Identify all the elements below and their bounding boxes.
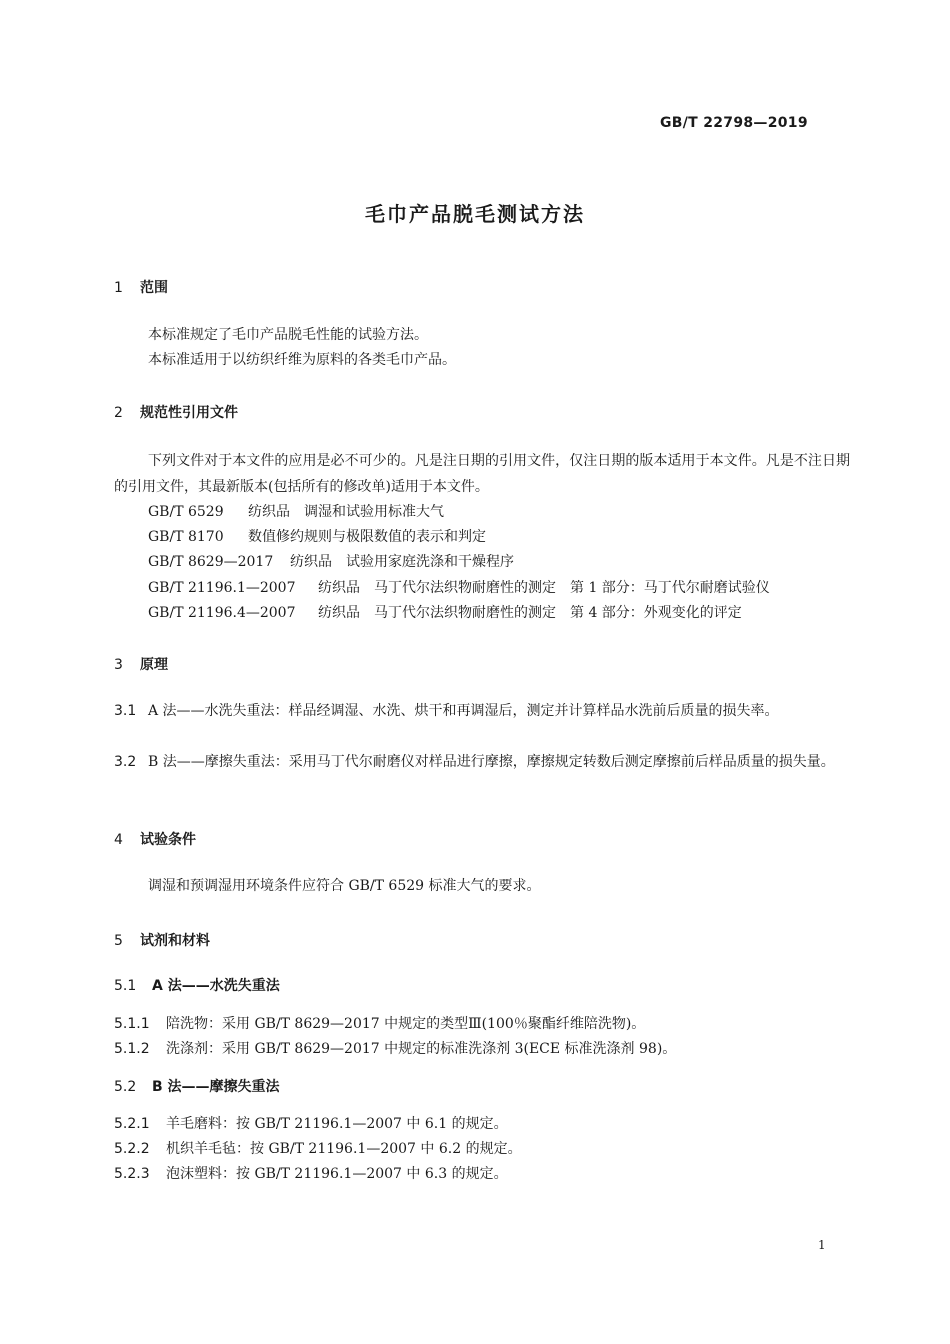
section-number: 2: [114, 405, 123, 421]
clause-text: B 法——摩擦失重法：采用马丁代尔耐磨仪对样品进行摩擦，摩擦规定转数后测定摩擦前后样品质量的损失量。: [148, 754, 835, 770]
reference-code: GB/T 8170: [148, 529, 224, 545]
reference-item: [148, 551, 514, 571]
clause-number: 5.2.1: [114, 1116, 150, 1132]
subsection-5-1-heading: [114, 975, 280, 995]
section-2-heading: [114, 402, 238, 422]
section-1-heading: [114, 277, 168, 297]
standard-code: GB/T 22798—2019: [660, 115, 808, 131]
reference-item: [148, 526, 486, 546]
paragraph: 本标准规定了毛巾产品脱毛性能的试验方法。: [148, 327, 428, 343]
clause-number: 5.2.3: [114, 1166, 150, 1182]
page-number: 1: [818, 1238, 826, 1252]
clause-text: 洗涤剂：采用 GB/T 8629—2017 中规定的标准洗涤剂 3(ECE 标准洗涤剂 98)。: [166, 1041, 677, 1057]
clause-number: 5.2.2: [114, 1141, 150, 1157]
reference-code: GB/T 21196.1—2007: [148, 580, 296, 596]
reference-code: GB/T 6529: [148, 504, 224, 520]
clause-number: 3.2: [114, 754, 137, 770]
section-4-heading: [114, 829, 196, 849]
paragraph: 下列文件对于本文件的应用是必不可少的。凡是注日期的引用文件，仅注日期的版本适用于本文件。凡是不注日期的引用文件，其最新版本(包括所有的修改单)适用于本文件。: [114, 453, 850, 495]
subsection-title: A 法——水洗失重法: [152, 978, 280, 994]
clause: [114, 1138, 522, 1158]
clause-number: 5.1.1: [114, 1016, 150, 1032]
subsection-title: B 法——摩擦失重法: [152, 1079, 280, 1095]
section-number: 5: [114, 933, 123, 949]
clause-text: A 法——水洗失重法：样品经调湿、水洗、烘干和再调湿后，测定并计算样品水洗前后质量的损失率。: [148, 703, 779, 719]
clause: [114, 1113, 508, 1133]
reference-item: [148, 501, 444, 521]
reference-item: [148, 602, 742, 622]
document-title: 毛巾产品脱毛测试方法: [365, 202, 585, 226]
section-number: 3: [114, 657, 123, 673]
subsection-5-2-heading: [114, 1076, 280, 1096]
section-number: 1: [114, 280, 123, 296]
reference-title: 纺织品 马丁代尔法织物耐磨性的测定 第 1 部分：马丁代尔耐磨试验仪: [318, 580, 770, 596]
clause: [114, 698, 850, 724]
clause: [114, 749, 850, 775]
section-title: 试剂和材料: [140, 933, 210, 949]
clause-text: 机织羊毛毡：按 GB/T 21196.1—2007 中 6.2 的规定。: [166, 1141, 522, 1157]
clause: [114, 1013, 645, 1033]
reference-code: GB/T 8629—2017: [148, 554, 274, 570]
section-title: 原理: [140, 657, 168, 673]
clause: [114, 1163, 508, 1183]
section-title: 规范性引用文件: [140, 405, 238, 421]
reference-item: [148, 577, 770, 597]
clause-text: 羊毛磨料：按 GB/T 21196.1—2007 中 6.1 的规定。: [166, 1116, 508, 1132]
reference-title: 数值修约规则与极限数值的表示和判定: [248, 529, 486, 545]
section-title: 范围: [140, 280, 168, 296]
section-number: 4: [114, 832, 123, 848]
clause-number: 5.1.2: [114, 1041, 150, 1057]
clause-text: 陪洗物：采用 GB/T 8629—2017 中规定的类型Ⅲ(100％聚酯纤维陪洗物)。: [166, 1016, 646, 1032]
paragraph: 调湿和预调湿用环境条件应符合 GB/T 6529 标准大气的要求。: [148, 878, 541, 894]
clause-text: 泡沫塑料：按 GB/T 21196.1—2007 中 6.3 的规定。: [166, 1166, 508, 1182]
reference-title: 纺织品 试验用家庭洗涤和干燥程序: [290, 554, 514, 570]
reference-title: 纺织品 马丁代尔法织物耐磨性的测定 第 4 部分：外观变化的评定: [318, 605, 742, 621]
subsection-number: 5.2: [114, 1079, 137, 1095]
reference-title: 纺织品 调湿和试验用标准大气: [248, 504, 444, 520]
paragraph: 本标准适用于以纺织纤维为原料的各类毛巾产品。: [148, 352, 456, 368]
reference-code: GB/T 21196.4—2007: [148, 605, 296, 621]
section-5-heading: [114, 930, 210, 950]
subsection-number: 5.1: [114, 978, 137, 994]
clause-number: 3.1: [114, 703, 137, 719]
clause: [114, 1038, 676, 1058]
section-title: 试验条件: [140, 832, 196, 848]
section-3-heading: [114, 654, 168, 674]
